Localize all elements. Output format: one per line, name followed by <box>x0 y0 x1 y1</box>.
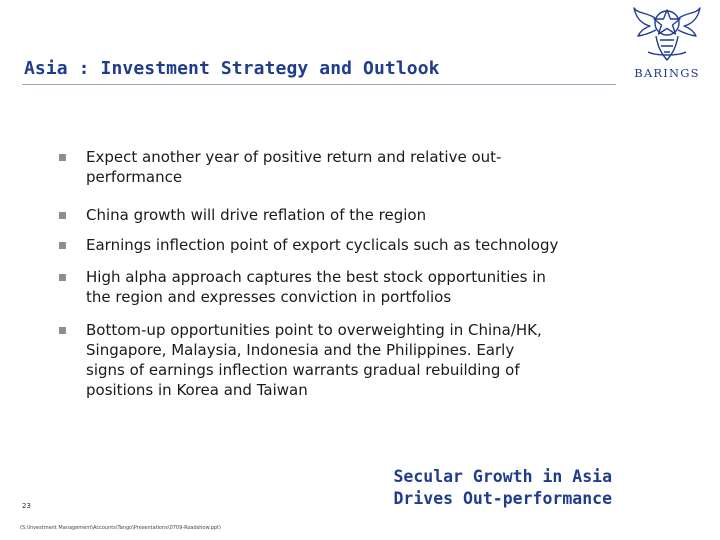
square-bullet-icon <box>59 274 66 281</box>
bullet-item <box>56 267 626 320</box>
file-path: (S:\Investment Management\Accounts\Tango\Presentations\0709-Roadshow.ppt) <box>20 525 221 531</box>
square-bullet-icon <box>59 242 66 249</box>
bullet-text: Expect another year of positive return and relative out- performance <box>86 148 502 186</box>
outlook-line-1: Secular Growth in Asia <box>393 467 612 486</box>
bullet-item <box>56 205 626 235</box>
bullet-list <box>56 147 626 400</box>
bullet-text: China growth will drive reflation of the region <box>86 206 427 224</box>
bullet-item <box>56 147 626 205</box>
square-bullet-icon <box>59 327 66 334</box>
bullet-text: Bottom-up opportunities point to overweighting in China/HK, Singapore, Malaysia, Indonesia and the Philippines. Early signs of earnings inflection warrants gradual rebuilding of positions in Korea and Taiwan <box>86 321 542 399</box>
brand-name: BARINGS <box>634 66 700 80</box>
bullet-text: Earnings inflection point of export cyclicals such as technology <box>86 236 559 254</box>
page-title: Asia : Investment Strategy and Outlook <box>24 58 440 79</box>
bullet-item <box>56 320 626 400</box>
bullet-item <box>56 235 626 267</box>
outlook-line-2: Drives Out-performance <box>393 489 612 508</box>
outlook-callout <box>300 466 612 510</box>
bullet-text: High alpha approach captures the best stock opportunities in the region and expresses conviction in portfolios <box>86 268 546 306</box>
square-bullet-icon <box>59 154 66 161</box>
square-bullet-icon <box>59 212 66 219</box>
page-number: 23 <box>22 502 31 510</box>
title-divider <box>22 84 616 85</box>
